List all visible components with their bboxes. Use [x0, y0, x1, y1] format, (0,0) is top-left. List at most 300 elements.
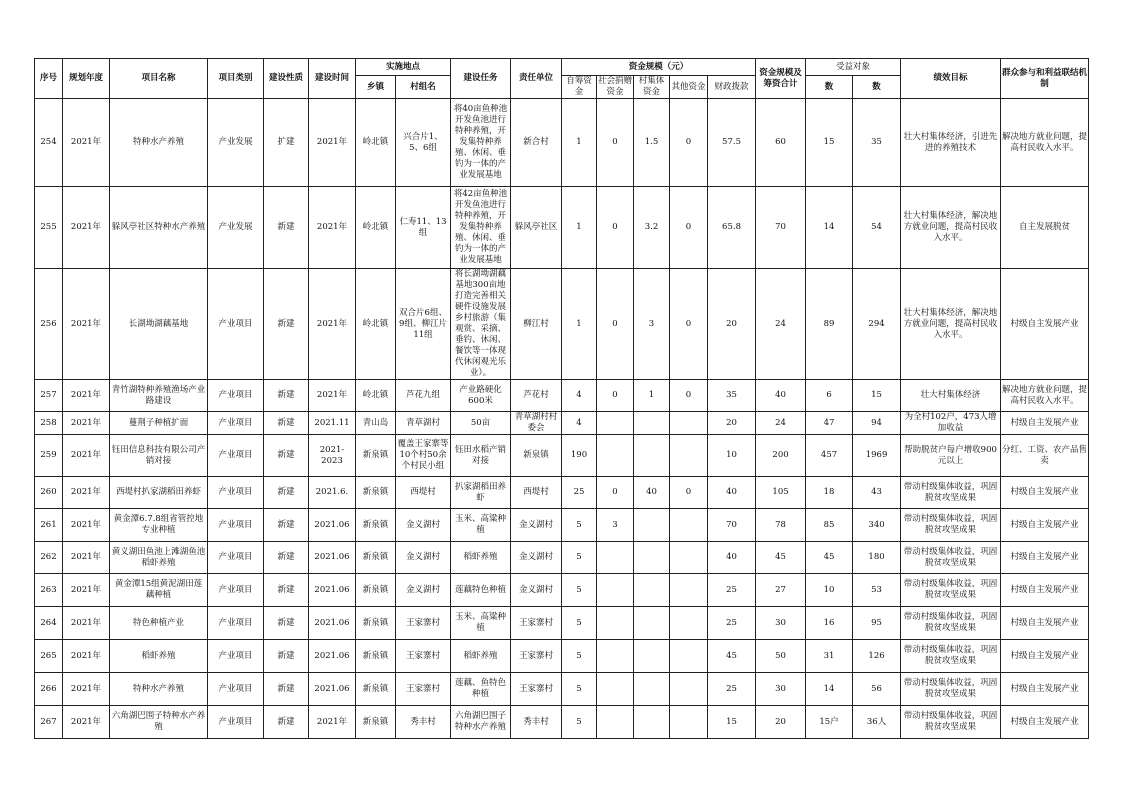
- row-town: 新泉镇: [356, 640, 396, 673]
- row-task: 钰田水稻产销对接: [451, 435, 511, 477]
- row-donation: [597, 607, 634, 640]
- row-no: 254: [35, 99, 63, 187]
- row-nature: 新建: [264, 574, 309, 607]
- row-self-funds: 1: [562, 269, 597, 380]
- row-finance: 35: [708, 380, 756, 412]
- row-total: 30: [756, 607, 806, 640]
- header-name: 项目名称: [110, 59, 208, 99]
- row-town: 岭北镇: [356, 187, 396, 269]
- row-self-funds: 5: [562, 673, 597, 706]
- row-nature: 新建: [264, 412, 309, 435]
- row-nature: 新建: [264, 607, 309, 640]
- header-unit: 责任单位: [511, 59, 562, 99]
- row-year: 2021年: [63, 706, 110, 739]
- row-self-funds: 190: [562, 435, 597, 477]
- row-nature: 新建: [264, 673, 309, 706]
- row-time: 2021.06: [309, 673, 356, 706]
- row-no: 259: [35, 435, 63, 477]
- table-row: [35, 640, 1089, 673]
- row-name: 钰田信息科技有限公司产销对接: [110, 435, 208, 477]
- row-category: 产业项目: [208, 380, 264, 412]
- row-name: 黄义湖田鱼池上滩湖鱼池稻虾养殖: [110, 542, 208, 574]
- row-donation: 0: [597, 99, 634, 187]
- row-no: 266: [35, 673, 63, 706]
- row-collective-funds: [634, 574, 670, 607]
- row-year: 2021年: [63, 99, 110, 187]
- row-no: 264: [35, 607, 63, 640]
- row-collective-funds: [634, 706, 670, 739]
- header-time: 建设时间: [309, 59, 356, 99]
- row-collective-funds: [634, 607, 670, 640]
- row-category: 产业项目: [208, 673, 264, 706]
- row-unit: 新合村: [511, 99, 562, 187]
- row-finance: 20: [708, 269, 756, 380]
- row-town: 新泉镇: [356, 673, 396, 706]
- row-village: 秀丰村: [396, 706, 451, 739]
- row-collective-funds: [634, 509, 670, 542]
- row-beneficiary-households: 18: [806, 477, 853, 509]
- row-time: 2021.6.: [309, 477, 356, 509]
- row-mechanism: 分红、工资、农产品售卖: [1001, 435, 1089, 477]
- row-goal: 壮大村集体经济: [901, 380, 1001, 412]
- row-year: 2021年: [63, 607, 110, 640]
- row-beneficiary-households: 31: [806, 640, 853, 673]
- row-nature: 新建: [264, 542, 309, 574]
- row-beneficiary-people: 126: [853, 640, 901, 673]
- row-beneficiary-households: 85: [806, 509, 853, 542]
- row-other-funds: 0: [670, 269, 708, 380]
- row-beneficiary-households: 16: [806, 607, 853, 640]
- row-no: 258: [35, 412, 63, 435]
- row-town: 岭北镇: [356, 380, 396, 412]
- row-collective-funds: [634, 412, 670, 435]
- table-row: [35, 187, 1089, 269]
- row-finance: 25: [708, 574, 756, 607]
- header-nature: 建设性质: [264, 59, 309, 99]
- row-finance: 65.8: [708, 187, 756, 269]
- table-row: [35, 380, 1089, 412]
- row-donation: [597, 706, 634, 739]
- header-self-funds: 自筹资金: [562, 76, 597, 99]
- row-nature: 新建: [264, 477, 309, 509]
- row-name: 六角湖巴围子特种水产养殖: [110, 706, 208, 739]
- row-other-funds: [670, 412, 708, 435]
- row-goal: 带动村级集体收益，巩固脱贫攻坚成果: [901, 509, 1001, 542]
- table-row: [35, 477, 1089, 509]
- row-beneficiary-households: 14: [806, 673, 853, 706]
- row-beneficiary-households: 10: [806, 574, 853, 607]
- header-task: 建设任务: [451, 59, 511, 99]
- row-goal: 带动村级集体收益，巩固脱贫攻坚成果: [901, 640, 1001, 673]
- row-goal: 带动村级集体收益，巩固脱贫攻坚成果: [901, 574, 1001, 607]
- row-beneficiary-people: 340: [853, 509, 901, 542]
- row-category: 产业项目: [208, 269, 264, 380]
- row-beneficiary-households: 6: [806, 380, 853, 412]
- row-unit: 新泉镇: [511, 435, 562, 477]
- row-goal: 壮大村集体经济，引进先进的养殖技术: [901, 99, 1001, 187]
- row-total: 50: [756, 640, 806, 673]
- row-mechanism: 村级自主发展产业: [1001, 574, 1089, 607]
- row-task: 将长湖坳湖藕基地300亩地打造完善相关硬件设施发展乡村旅游（集观赏、采摘、垂钓、休闲、餐饮等一体现代休闲观光乐业）。: [451, 269, 511, 380]
- row-town: 新泉镇: [356, 607, 396, 640]
- row-task: 六角湖巴围子特种水产养殖: [451, 706, 511, 739]
- row-town: 岭北镇: [356, 269, 396, 380]
- row-donation: 3: [597, 509, 634, 542]
- row-finance: 25: [708, 673, 756, 706]
- row-beneficiary-people: 1969: [853, 435, 901, 477]
- row-donation: 0: [597, 380, 634, 412]
- row-category: 产业发展: [208, 99, 264, 187]
- row-time: 2021年: [309, 706, 356, 739]
- row-total: 20: [756, 706, 806, 739]
- row-goal: 带动村级集体收益，巩固脱贫攻坚成果: [901, 673, 1001, 706]
- row-no: 260: [35, 477, 63, 509]
- row-total: 30: [756, 673, 806, 706]
- row-finance: 20: [708, 412, 756, 435]
- row-mechanism: 村级自主发展产业: [1001, 542, 1089, 574]
- row-total: 45: [756, 542, 806, 574]
- row-unit: 王家寨村: [511, 640, 562, 673]
- header-funds: 资金规模（元）: [562, 59, 756, 76]
- row-village: 西堤村: [396, 477, 451, 509]
- row-beneficiary-households: 14: [806, 187, 853, 269]
- row-self-funds: 5: [562, 574, 597, 607]
- row-mechanism: 村级自主发展产业: [1001, 412, 1089, 435]
- header-no: 序号: [35, 59, 63, 99]
- table-row: [35, 435, 1089, 477]
- row-self-funds: 5: [562, 607, 597, 640]
- row-finance: 40: [708, 542, 756, 574]
- row-name: 黄金潭15组黄泥湖田莲藕种植: [110, 574, 208, 607]
- row-name: 特色种植产业: [110, 607, 208, 640]
- row-total: 78: [756, 509, 806, 542]
- row-donation: 0: [597, 477, 634, 509]
- row-finance: 70: [708, 509, 756, 542]
- row-task: 莲藕特色种植: [451, 574, 511, 607]
- row-no: 261: [35, 509, 63, 542]
- row-name: 特种水产养殖: [110, 99, 208, 187]
- row-task: 将42亩鱼种池开发鱼池进行特种养殖，开发集特种养殖、休闲、垂钓为一体的产业发展基地: [451, 187, 511, 269]
- row-beneficiary-people: 36人: [853, 706, 901, 739]
- row-self-funds: 25: [562, 477, 597, 509]
- header-goal: 绩效目标: [901, 59, 1001, 99]
- row-town: 新泉镇: [356, 542, 396, 574]
- row-category: 产业项目: [208, 542, 264, 574]
- row-beneficiary-households: 45: [806, 542, 853, 574]
- row-self-funds: 5: [562, 509, 597, 542]
- row-mechanism: 村级自主发展产业: [1001, 509, 1089, 542]
- row-village: 王家寨村: [396, 640, 451, 673]
- table-row: [35, 269, 1089, 380]
- row-goal: 壮大村集体经济，解决地方就业问题，提高村民收入水平。: [901, 187, 1001, 269]
- row-village: 覆盖王家寨等10个村50余个村民小组: [396, 435, 451, 477]
- row-time: 2021.06: [309, 640, 356, 673]
- row-unit: 芦花村: [511, 380, 562, 412]
- row-goal: 为全村102户，473人增加收益: [901, 412, 1001, 435]
- row-name: 青竹湖特种养殖渔场产业路建设: [110, 380, 208, 412]
- header-village: 村组名: [396, 76, 451, 99]
- header-donation: 社会捐赠资金: [598, 76, 633, 97]
- row-nature: 新建: [264, 509, 309, 542]
- row-finance: 15: [708, 706, 756, 739]
- row-donation: [597, 412, 634, 435]
- row-category: 产业项目: [208, 412, 264, 435]
- row-goal: 带动村级集体收益，巩固脱贫攻坚成果: [901, 706, 1001, 739]
- row-town: 新泉镇: [356, 574, 396, 607]
- row-donation: [597, 574, 634, 607]
- row-beneficiary-people: 54: [853, 187, 901, 269]
- row-unit: 柳江村: [511, 269, 562, 380]
- row-no: 263: [35, 574, 63, 607]
- row-task: 稻虾养殖: [451, 640, 511, 673]
- row-no: 262: [35, 542, 63, 574]
- row-total: 60: [756, 99, 806, 187]
- table-row: [35, 99, 1089, 187]
- row-year: 2021年: [63, 640, 110, 673]
- row-category: 产业项目: [208, 640, 264, 673]
- row-time: 2021.06: [309, 607, 356, 640]
- project-table: [34, 58, 1089, 739]
- row-category: 产业项目: [208, 574, 264, 607]
- row-town: 新泉镇: [356, 509, 396, 542]
- row-beneficiary-people: 53: [853, 574, 901, 607]
- row-beneficiary-households: 47: [806, 412, 853, 435]
- row-self-funds: 1: [562, 187, 597, 269]
- row-goal: 带动村级集体收益，巩固脱贫攻坚成果: [901, 477, 1001, 509]
- row-total: 105: [756, 477, 806, 509]
- row-total: 27: [756, 574, 806, 607]
- row-time: 2021-2023: [309, 435, 356, 477]
- table-row: [35, 412, 1089, 435]
- row-other-funds: [670, 706, 708, 739]
- row-category: 产业项目: [208, 706, 264, 739]
- row-unit: 青草湖村村委会: [511, 412, 562, 435]
- header-count-households: 数: [806, 76, 853, 99]
- row-village: 金义湖村: [396, 509, 451, 542]
- table-row: [35, 574, 1089, 607]
- header-total: 资金规模及筹资合计: [756, 59, 806, 99]
- row-other-funds: 0: [670, 477, 708, 509]
- row-category: 产业项目: [208, 435, 264, 477]
- row-total: 200: [756, 435, 806, 477]
- row-mechanism: 村级自主发展产业: [1001, 640, 1089, 673]
- row-task: 莲藕、鱼特色种植: [451, 673, 511, 706]
- row-other-funds: [670, 435, 708, 477]
- row-mechanism: 解决地方就业问题，提高村民收入水平。: [1001, 99, 1089, 187]
- row-time: 2021.06: [309, 542, 356, 574]
- header-mechanism: 群众参与和利益联结机制: [1001, 59, 1089, 99]
- row-self-funds: 5: [562, 706, 597, 739]
- row-donation: 0: [597, 187, 634, 269]
- row-category: 产业发展: [208, 187, 264, 269]
- row-village: 双合片6组、9组、柳江片11组: [396, 269, 451, 380]
- row-self-funds: 4: [562, 412, 597, 435]
- row-name: 躲风亭社区特种水产养殖: [110, 187, 208, 269]
- row-other-funds: [670, 673, 708, 706]
- row-year: 2021年: [63, 673, 110, 706]
- row-mechanism: 村级自主发展产业: [1001, 477, 1089, 509]
- row-unit: 西堤村: [511, 477, 562, 509]
- header-other: 其他资金: [670, 76, 708, 99]
- row-collective-funds: 3: [634, 269, 670, 380]
- row-category: 产业项目: [208, 509, 264, 542]
- row-collective-funds: [634, 673, 670, 706]
- row-collective-funds: 1: [634, 380, 670, 412]
- row-nature: 新建: [264, 380, 309, 412]
- row-year: 2021年: [63, 269, 110, 380]
- row-beneficiary-households: 15户: [806, 706, 853, 739]
- row-name: 西堤村扒家湖稻田养虾: [110, 477, 208, 509]
- row-time: 2021.06: [309, 574, 356, 607]
- row-donation: 0: [597, 269, 634, 380]
- header-finance: 财政拨款: [708, 76, 756, 99]
- row-village: 金义湖村: [396, 542, 451, 574]
- row-task: 50亩: [451, 412, 511, 435]
- row-collective-funds: 3.2: [634, 187, 670, 269]
- row-name: 长湖坳湖藕基地: [110, 269, 208, 380]
- row-task: 扒家湖稻田养虾: [451, 477, 511, 509]
- row-collective-funds: [634, 435, 670, 477]
- row-mechanism: 自主发展脱贫: [1001, 187, 1089, 269]
- row-task: 稻虾养殖: [451, 542, 511, 574]
- row-finance: 40: [708, 477, 756, 509]
- row-nature: 新建: [264, 187, 309, 269]
- row-unit: 秀丰村: [511, 706, 562, 739]
- header-year: 规划年度: [63, 59, 110, 99]
- row-unit: 躲风亭社区: [511, 187, 562, 269]
- row-other-funds: [670, 509, 708, 542]
- row-time: 2021年: [309, 380, 356, 412]
- row-self-funds: 4: [562, 380, 597, 412]
- row-finance: 57.5: [708, 99, 756, 187]
- row-total: 24: [756, 269, 806, 380]
- table-row: [35, 607, 1089, 640]
- row-beneficiary-people: 43: [853, 477, 901, 509]
- row-collective-funds: [634, 542, 670, 574]
- row-self-funds: 5: [562, 542, 597, 574]
- row-beneficiary-people: 35: [853, 99, 901, 187]
- row-finance: 10: [708, 435, 756, 477]
- row-name: 稻虾养殖: [110, 640, 208, 673]
- row-no: 256: [35, 269, 63, 380]
- row-other-funds: [670, 574, 708, 607]
- row-year: 2021年: [63, 542, 110, 574]
- row-mechanism: 村级自主发展产业: [1001, 706, 1089, 739]
- row-time: 2021年: [309, 187, 356, 269]
- table-row: [35, 509, 1089, 542]
- row-total: 40: [756, 380, 806, 412]
- row-town: 青山岛: [356, 412, 396, 435]
- row-donation: [597, 640, 634, 673]
- row-time: 2021年: [309, 99, 356, 187]
- header-town: 乡镇: [356, 76, 396, 99]
- row-year: 2021年: [63, 477, 110, 509]
- row-self-funds: 1: [562, 99, 597, 187]
- row-nature: 新建: [264, 435, 309, 477]
- table-row: [35, 542, 1089, 574]
- row-town: 新泉镇: [356, 435, 396, 477]
- row-other-funds: 0: [670, 380, 708, 412]
- row-town: 岭北镇: [356, 99, 396, 187]
- row-goal: 带动村级集体收益，巩固脱贫攻坚成果: [901, 542, 1001, 574]
- row-mechanism: 村级自主发展产业: [1001, 607, 1089, 640]
- row-village: 王家寨村: [396, 607, 451, 640]
- row-time: 2021年: [309, 269, 356, 380]
- row-beneficiary-households: 457: [806, 435, 853, 477]
- row-other-funds: 0: [670, 99, 708, 187]
- header-category: 项目类别: [208, 59, 264, 99]
- row-village: 金义湖村: [396, 574, 451, 607]
- row-other-funds: [670, 607, 708, 640]
- row-no: 265: [35, 640, 63, 673]
- row-village: 王家寨村: [396, 673, 451, 706]
- row-nature: 新建: [264, 269, 309, 380]
- row-unit: 王家寨村: [511, 607, 562, 640]
- row-nature: 扩建: [264, 99, 309, 187]
- header-beneficiary: 受益对象: [806, 59, 901, 76]
- row-year: 2021年: [63, 435, 110, 477]
- row-donation: [597, 673, 634, 706]
- row-town: 新泉镇: [356, 706, 396, 739]
- row-category: 产业项目: [208, 477, 264, 509]
- row-collective-funds: 1.5: [634, 99, 670, 187]
- row-other-funds: [670, 542, 708, 574]
- row-year: 2021年: [63, 412, 110, 435]
- row-goal: 壮大村集体经济，解决地方就业问题，提高村民收入水平。: [901, 269, 1001, 380]
- row-collective-funds: [634, 640, 670, 673]
- row-beneficiary-people: 95: [853, 607, 901, 640]
- row-beneficiary-households: 89: [806, 269, 853, 380]
- row-town: 新泉镇: [356, 477, 396, 509]
- row-no: 267: [35, 706, 63, 739]
- row-name: 蔓荆子种植扩面: [110, 412, 208, 435]
- row-unit: 金义湖村: [511, 574, 562, 607]
- row-unit: 金义湖村: [511, 542, 562, 574]
- row-task: 将40亩鱼种池开发鱼池进行特种养殖，开发集特种养殖、休闲、垂钓为一体的产业发展基地: [451, 99, 511, 187]
- row-mechanism: 解决地方就业问题，提高村民收入水平。: [1001, 380, 1089, 412]
- row-other-funds: 0: [670, 187, 708, 269]
- row-mechanism: 村级自主发展产业: [1001, 673, 1089, 706]
- row-mechanism: 村级自主发展产业: [1001, 269, 1089, 380]
- row-no: 257: [35, 380, 63, 412]
- row-beneficiary-people: 15: [853, 380, 901, 412]
- row-year: 2021年: [63, 509, 110, 542]
- row-donation: [597, 435, 634, 477]
- header-location: 实施地点: [356, 59, 451, 76]
- row-nature: 新建: [264, 706, 309, 739]
- row-task: 玉米、高粱种植: [451, 607, 511, 640]
- table-row: [35, 673, 1089, 706]
- row-category: 产业项目: [208, 607, 264, 640]
- row-unit: 金义湖村: [511, 509, 562, 542]
- row-other-funds: [670, 640, 708, 673]
- row-self-funds: 5: [562, 640, 597, 673]
- row-beneficiary-households: 15: [806, 99, 853, 187]
- row-beneficiary-people: 56: [853, 673, 901, 706]
- row-goal: 帮助脱贫户每户增收900元以上: [901, 435, 1001, 477]
- row-beneficiary-people: 94: [853, 412, 901, 435]
- row-donation: [597, 542, 634, 574]
- row-village: 芦花九组: [396, 380, 451, 412]
- row-nature: 新建: [264, 640, 309, 673]
- row-no: 255: [35, 187, 63, 269]
- row-year: 2021年: [63, 574, 110, 607]
- row-beneficiary-people: 180: [853, 542, 901, 574]
- row-village: 青草湖村: [396, 412, 451, 435]
- row-year: 2021年: [63, 380, 110, 412]
- row-task: 产业路硬化600米: [451, 380, 511, 412]
- row-name: 黄金潭6.7.8组省管控地专业种植: [110, 509, 208, 542]
